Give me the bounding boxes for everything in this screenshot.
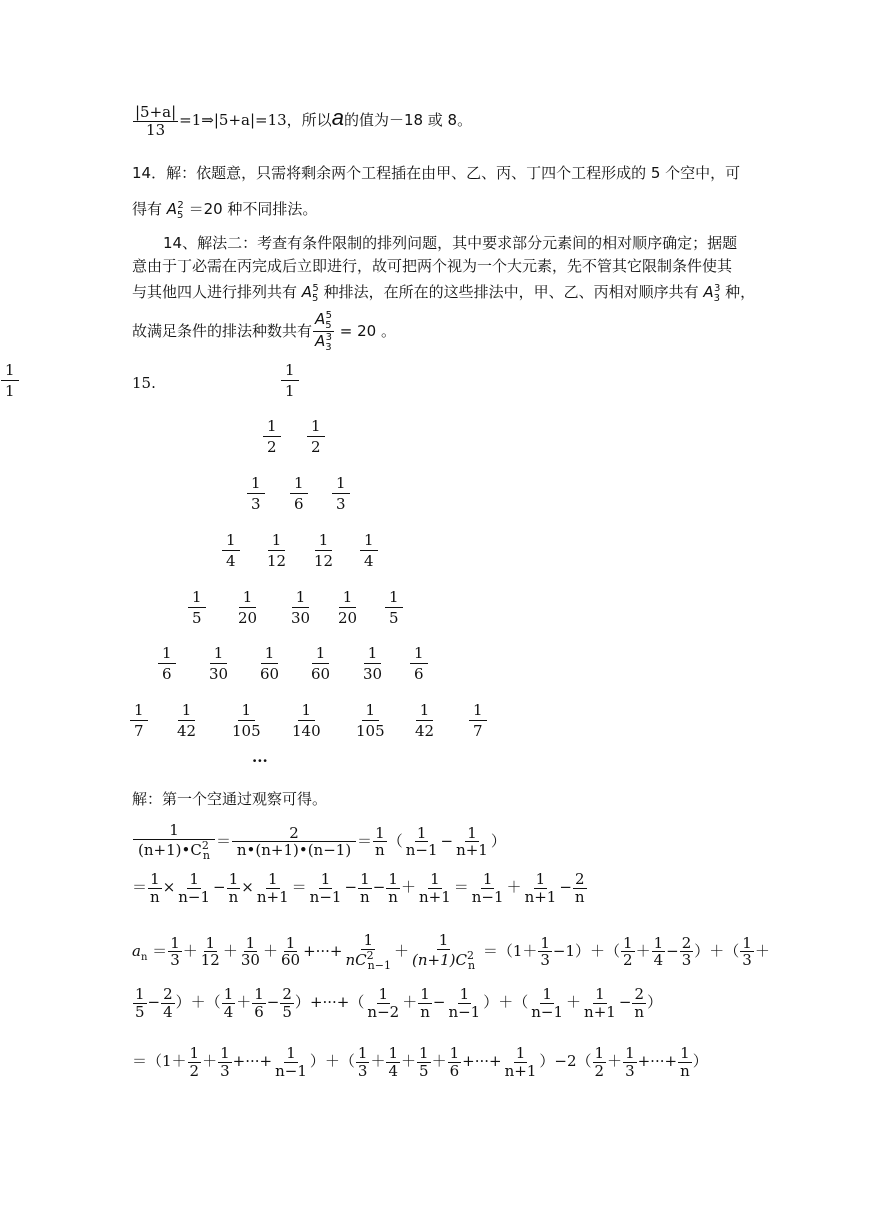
sol-eq5: ＝（1＋ $\frac{1}{2}$ ＋ $\frac{1}{3}$ +···+ $\frac{1}{n-1}$ ）＋（ $\frac{1}{3}$ ＋ $\frac{1}{4}$ ＋ $\frac{1}{5}$ ＋ $\frac{1}{6}$ +···+ $\frac{1}{n+1}$ ）−2（ $\frac{1}{2}$ ＋ $\frac{1}{3}$ +···+ $\frac{1}{n}$ ） [132, 1044, 708, 1080]
ratio-fraction: $\frac{A_5^5}{A_3^3}$ [315, 310, 333, 353]
triangle-fraction: $\frac{1}{30}$ [363, 644, 383, 683]
triangle-fraction: $\frac{1}{1}$ [281, 362, 299, 399]
triangle-fraction: $\frac{1}{6}$ [410, 645, 428, 682]
triangle-fraction: $\frac{1}{20}$ [238, 588, 258, 627]
p14-line1: 14．解：依题意，只需将剩余两个工程插在由甲、乙、丙、丁四个工程形成的 5 个空中，可 [132, 164, 741, 182]
triangle-fraction: $\frac{1}{5}$ [385, 589, 403, 626]
eq13-line: $\frac{|5+a|}{13}$ =1⇒|5+a|=13，所以a的值为－18 或 8。 [135, 103, 473, 139]
triangle-fraction: $\frac{1}{42}$ [415, 701, 435, 740]
triangle-fraction: $\frac{1}{3}$ [247, 475, 265, 512]
triangle-fraction: $\frac{1}{12}$ [314, 531, 334, 570]
triangle-fraction: $\frac{1}{2}$ [307, 418, 325, 455]
triangle-fraction: $\frac{1}{30}$ [291, 588, 311, 627]
triangle-ellipsis: ··· [252, 752, 268, 770]
p14b-line2: 意由于丁必需在丙完成后立即进行，故可把两个视为一个大元素，先不管其它限制条件使其 [132, 257, 733, 275]
solution-intro: 解：第一个空通过观察可得。 [132, 790, 328, 808]
p14b-line3: 与其他四人进行排列共有 $A_5^5$ 种排法，在所在的这些排法中，甲、乙、丙相对顺序共有 $A_3^3$ 种， [132, 283, 756, 304]
p14b-line1: 14、解法二：考查有条件限制的排列问题，其中要求部分元素间的相对顺序确定；据题 [163, 234, 738, 252]
p15-label: 15. [132, 374, 156, 392]
triangle-fraction: $\frac{1}{20}$ [338, 588, 358, 627]
triangle-fraction: $\frac{1}{1}$ [1, 362, 19, 399]
triangle-fraction: $\frac{1}{6}$ [290, 475, 308, 512]
triangle-fraction: $\frac{1}{105}$ [232, 701, 261, 740]
triangle-fraction: $\frac{1}{12}$ [267, 531, 287, 570]
triangle-fraction: $\frac{1}{2}$ [263, 418, 281, 455]
triangle-fraction: $\frac{1}{4}$ [360, 532, 378, 569]
triangle-fraction: $\frac{1}{6}$ [158, 645, 176, 682]
eq13-fraction: $\frac{|5+a|}{13}$ [135, 103, 177, 139]
triangle-fraction: $\frac{1}{30}$ [209, 644, 229, 683]
sol-eq1: $\frac{1}{(n+1)•C^2_n}$ ＝ $\frac{2}{n•(n+1)•(n-1)}$ ＝ $\frac{1}{n}$ （ $\frac{1}{n-1}$ − $\frac{1}{n+1}$ ） [132, 822, 506, 862]
sol-eq4: $\frac{1}{5}$ − $\frac{2}{4}$ ）＋（ $\frac{1}{4}$ ＋ $\frac{1}{6}$ − $\frac{2}{5}$ ）+···+（ $\frac{1}{n-2}$ ＋ $\frac{1}{n}$ − $\frac{1}{n-1}$ ）＋（ $\frac{1}{n-1}$ ＋ $\frac{1}{n+1}$ − $\frac{2}{n}$ ） [135, 985, 663, 1021]
p14-line2: 得有 $A_5^2 =20$ 种不同排法。 [132, 200, 318, 221]
p14b-line4: 故满足条件的排法种数共有 $\frac{A_5^5}{A_3^3}$ = 20 。 [132, 310, 396, 353]
sol-eq3: $a_n$ ＝ $\frac{1}{3}$ ＋ $\frac{1}{12}$ ＋ $\frac{1}{30}$ ＋ $\frac{1}{60}$ +···+ $\frac{1}{nC^2_{n-1}}$ ＋ $\frac{1}{(n+1)C^2_n}$ ＝（1＋ $\frac{1}{3}$ −1）＋（ $\frac{1}{2}$ ＋ $\frac{1}{4}$ − $\frac{2}{3}$ ）＋（ $\frac{1}{3}$ ＋ [132, 931, 770, 972]
triangle-fraction: $\frac{1}{42}$ [177, 701, 197, 740]
triangle-fraction: $\frac{1}{3}$ [332, 475, 350, 512]
triangle-fraction: $\frac{1}{105}$ [356, 701, 385, 740]
triangle-fraction: $\frac{1}{7}$ [130, 702, 148, 739]
sol-eq2: ＝ $\frac{1}{n}$ × $\frac{1}{n-1}$ − $\frac{1}{n}$ × $\frac{1}{n+1}$ ＝ $\frac{1}{n-1}$ − $\frac{1}{n}$ − $\frac{1}{n}$ ＋ $\frac{1}{n+1}$ ＝ $\frac{1}{n-1}$ ＋ $\frac{1}{n+1}$ − $\frac{2}{n}$ [132, 870, 585, 906]
triangle-fraction: $\frac{1}{7}$ [469, 702, 487, 739]
triangle-fraction: $\frac{1}{140}$ [292, 701, 321, 740]
triangle-fraction: $\frac{1}{60}$ [260, 644, 280, 683]
triangle-fraction: $\frac{1}{5}$ [188, 589, 206, 626]
triangle-fraction: $\frac{1}{4}$ [222, 532, 240, 569]
triangle-fraction: $\frac{1}{60}$ [311, 644, 331, 683]
